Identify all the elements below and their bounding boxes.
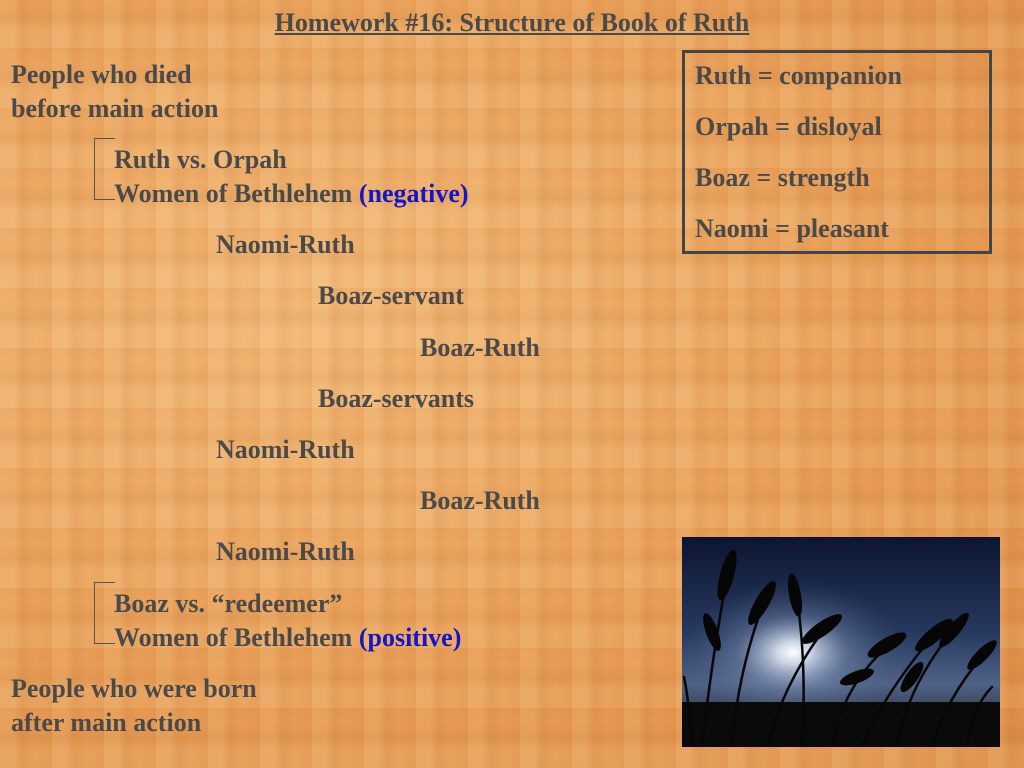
born-line-1: People who were born: [11, 674, 257, 703]
bottom-bracket: [94, 582, 115, 644]
top-group-paren-open: (: [358, 179, 368, 208]
top-bracket: [94, 138, 115, 200]
top-group-label: Women of Bethlehem: [114, 179, 359, 208]
chiasm-item: Naomi-Ruth: [216, 435, 355, 464]
meaning-boaz: Boaz = strength: [695, 163, 870, 192]
bottom-group-line-1: Boaz vs. “redeemer”: [114, 589, 343, 618]
bottom-group-label: Women of Bethlehem: [114, 623, 359, 652]
chiasm-item: Naomi-Ruth: [216, 230, 355, 259]
bottom-group-paren-close: ): [452, 623, 462, 652]
bottom-group-line-2: [114, 621, 461, 655]
chiasm-item: Boaz-Ruth: [420, 486, 540, 515]
born-line-2: after main action: [11, 708, 202, 737]
meaning-naomi: Naomi = pleasant: [695, 214, 889, 243]
meaning-ruth: Ruth = companion: [695, 61, 902, 90]
top-group-paren-close: ): [459, 179, 469, 208]
wheat-field-photo: [682, 537, 1000, 747]
top-group-line-2: [114, 177, 469, 211]
chiasm-item: Boaz-Ruth: [420, 333, 540, 362]
positive-tone: positive: [367, 623, 453, 652]
negative-tone: negative: [367, 179, 460, 208]
name-meanings-box: [682, 50, 992, 254]
chiasm-item: Boaz-servant: [318, 281, 464, 310]
top-group-line-1: Ruth vs. Orpah: [114, 145, 287, 174]
chiasm-item: Boaz-servants: [318, 384, 474, 413]
died-line-1: People who died: [11, 60, 192, 89]
chiasm-item: Naomi-Ruth: [216, 537, 355, 566]
died-line-2: before main action: [11, 94, 219, 123]
bottom-group-paren-open: (: [358, 623, 368, 652]
page-title: Homework #16: Structure of Book of Ruth: [274, 8, 750, 37]
meaning-orpah: Orpah = disloyal: [695, 112, 882, 141]
